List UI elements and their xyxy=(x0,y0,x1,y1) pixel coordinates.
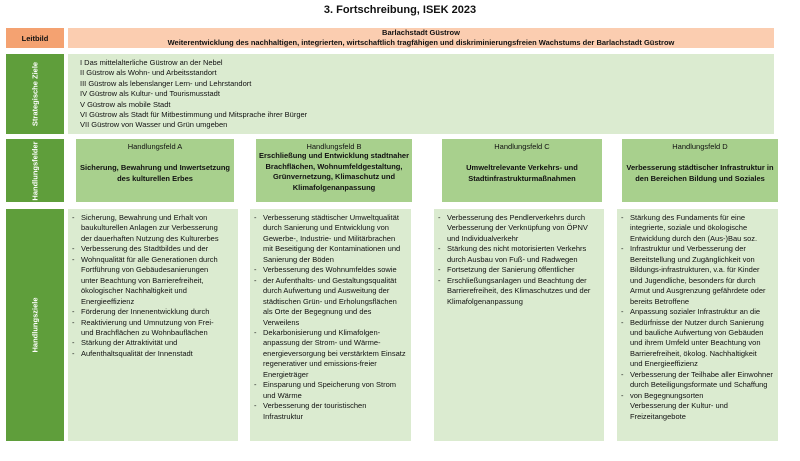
handlungsziel-line xyxy=(254,276,407,286)
bullet-marker: - xyxy=(254,380,257,390)
bullet-marker: - xyxy=(72,338,75,348)
bullet-marker: - xyxy=(438,275,441,285)
bullet-marker: - xyxy=(438,244,441,254)
handlungsziel-text: der dauerhaften Nutzung des Kulturerbes xyxy=(81,233,219,243)
handlungsziel-text: Barrierefreiheit, des Klimaschutzes und der xyxy=(447,286,591,296)
handlungsziel-text: Verbesserung des Stadtbildes und der xyxy=(81,244,209,254)
handlungsfeld-d xyxy=(622,139,778,202)
bullet-marker xyxy=(438,234,447,244)
handlungsziel-line xyxy=(621,359,774,369)
handlungsziel-text: Bedürfnisse der Nutzer durch Sanierung xyxy=(630,317,764,327)
bullet-marker: - xyxy=(621,369,624,379)
handlungsziel-line xyxy=(254,412,407,422)
handlungsziele-col-a xyxy=(68,209,238,441)
leitbild-label: Leitbild xyxy=(6,28,64,48)
handlungsziel-text: durch Sanierung und Entwicklung von xyxy=(263,223,389,233)
handlungsziel-line xyxy=(254,244,407,254)
handlungsziel-line xyxy=(72,244,234,254)
handlungsziel-line xyxy=(438,276,600,286)
handlungsziel-line xyxy=(254,370,407,380)
bullet-marker xyxy=(72,328,81,338)
handlungsziel-text: Infrastruktur und Verbesserung der xyxy=(630,244,746,254)
bullet-marker xyxy=(72,286,81,296)
handlungsziel-text: durch Aufwertung und Ausweitung der xyxy=(263,286,390,296)
handlungsziel-text: mit Beseitigung der Kontaminationen und xyxy=(263,244,401,254)
leitbild-box xyxy=(68,28,774,48)
handlungsfelder-label: Handlungsfelder xyxy=(6,139,64,202)
handlungsziel-text: Infrastruktur xyxy=(263,411,304,421)
bullet-marker xyxy=(621,359,630,369)
ziel-item: IV Güstrow als Kultur- und Tourismusstadt xyxy=(80,89,220,99)
handlungsfeld-line: Stadtinfrastrukturmaßnahmen xyxy=(468,173,576,183)
handlungsziel-line xyxy=(254,359,407,369)
bullet-marker: - xyxy=(254,327,257,337)
handlungsziel-line xyxy=(72,213,234,223)
bullet-marker: - xyxy=(254,275,257,285)
bullet-marker: - xyxy=(438,213,441,222)
bullet-marker xyxy=(621,380,630,390)
handlungsziel-line xyxy=(621,223,774,233)
bullet-marker xyxy=(254,297,263,307)
bullet-marker: - xyxy=(621,307,624,317)
handlungsziel-line xyxy=(254,338,407,348)
bullet-marker xyxy=(621,255,630,265)
handlungsziel-text: integrierte, soziale und ökologische xyxy=(630,223,748,233)
handlungsziel-line xyxy=(621,391,774,401)
bullet-marker xyxy=(254,234,263,244)
handlungsziele-col-d xyxy=(617,209,778,441)
handlungsziel-text: Verbesserung des Wohnumfeldes sowie xyxy=(263,265,397,275)
handlungsziel-line xyxy=(72,276,234,286)
handlungsfeld-line: Sicherung, Bewahrung und Inwertsetzung xyxy=(79,163,230,172)
bullet-marker: - xyxy=(621,213,624,222)
bullet-marker xyxy=(621,297,630,307)
handlungsfeld-title: Handlungsfeld D xyxy=(672,142,728,151)
handlungsziel-line xyxy=(72,318,234,328)
handlungsziel-line xyxy=(254,391,407,401)
bullet-marker: - xyxy=(72,254,75,264)
handlungsziel-line xyxy=(72,328,234,338)
handlungsziel-text: Reaktivierung und Umnutzung von Frei- xyxy=(81,317,214,327)
handlungsziel-text: Verbesserung der touristischen xyxy=(263,401,367,411)
bullet-marker: - xyxy=(254,401,257,411)
handlungsziel-text: Wohnqualität für alle Generationen durch xyxy=(81,254,218,264)
handlungsziel-text: durch Beteiligungsformate und Schaffung xyxy=(630,380,768,390)
ziel-item: I Das mittelalterliche Güstrow an der Nebel xyxy=(80,58,223,67)
handlungsfeld-c xyxy=(442,139,602,202)
handlungsfeld-title: Handlungsfeld C xyxy=(494,142,550,151)
handlungsziel-line xyxy=(438,234,600,244)
handlungsziel-text: Anpassung sozialer Infrastruktur an die xyxy=(630,307,761,317)
handlungsziel-line xyxy=(621,380,774,390)
handlungsziel-text: Stärkung des Fundaments für eine xyxy=(630,213,746,222)
bullet-marker: - xyxy=(72,213,75,222)
handlungsziel-text: von Begegnungsorten xyxy=(630,390,704,400)
bullet-marker xyxy=(254,338,263,348)
handlungsziel-text: Energieeffizienz xyxy=(81,296,135,306)
handlungsziel-line xyxy=(438,213,600,223)
handlungsziel-text: regenerativer und emissions-freier xyxy=(263,359,377,369)
handlungsziel-text: Verbesserung des Pendlerverkehrs durch xyxy=(447,213,585,222)
bullet-marker xyxy=(621,328,630,338)
handlungsziel-line xyxy=(438,265,600,275)
handlungsziel-text: Fortsetzung der Sanierung öffentlicher xyxy=(447,265,575,275)
handlungsziel-line xyxy=(621,255,774,265)
handlungsziel-text: Entwicklung durch den (Aus-)Bau soz. xyxy=(630,233,758,243)
handlungsziel-line xyxy=(72,349,234,359)
handlungsfeld-title: Handlungsfeld B xyxy=(306,142,362,151)
bullet-marker: - xyxy=(72,244,75,254)
bullet-marker: - xyxy=(254,213,257,222)
bullet-marker: - xyxy=(621,244,624,254)
ziel-item: VII Güstrow von Wasser und Grün umgeben xyxy=(80,120,228,130)
handlungsziel-line xyxy=(621,234,774,244)
handlungsziel-text: ökologischer Nachhaltigkeit und xyxy=(81,286,187,296)
bullet-marker xyxy=(254,349,263,359)
bullet-marker: - xyxy=(254,265,257,275)
handlungsfeld-title: Handlungsfeld A xyxy=(127,142,183,151)
handlungsziel-text: Verweilens xyxy=(263,317,300,327)
bullet-marker: - xyxy=(621,390,624,400)
handlungsziel-line xyxy=(621,307,774,317)
handlungsziel-line xyxy=(254,213,407,223)
ziel-item: II Güstrow als Wohn- und Arbeitsstandort xyxy=(80,68,217,78)
handlungsziel-text: Verbesserung der Kultur- und xyxy=(630,401,728,411)
bullet-marker xyxy=(621,234,630,244)
handlungsziel-line xyxy=(254,297,407,307)
bullet-marker: - xyxy=(438,265,441,275)
handlungsziel-line xyxy=(254,380,407,390)
handlungsfeld-line: den Bereichen Bildung und Soziales xyxy=(635,173,765,183)
bullet-marker: - xyxy=(621,317,624,327)
handlungsziel-text: und bauliche Aufwertung von Gebäuden xyxy=(630,327,764,337)
handlungsziel-text: Armut und Ausgrenzung gefährdete oder xyxy=(630,286,766,296)
bullet-marker xyxy=(621,401,630,411)
leitbild-line-2: Weiterentwicklung des nachhaltigen, integrierten, wirtschaftlich tragfähigen und diskriminierungsfreien Wachstums der Barlachstadt Güstrow xyxy=(167,38,675,47)
handlungsziel-line xyxy=(621,213,774,223)
bullet-marker xyxy=(254,359,263,369)
bullet-marker xyxy=(254,370,263,380)
handlungsziel-line xyxy=(254,349,407,359)
handlungsziel-text: Energieträger xyxy=(263,369,309,379)
handlungsziel-line xyxy=(438,244,600,254)
handlungsziel-line xyxy=(72,297,234,307)
bullet-marker xyxy=(254,412,263,422)
handlungsziel-text: Gewerbe-, Industrie- und Militärbrachen xyxy=(263,233,396,243)
handlungsziel-line xyxy=(254,307,407,317)
handlungsziel-text: Fortführung von Gebäudesanierungen xyxy=(81,265,209,275)
handlungsziel-text: durch Ausbau von Fuß- und Radwegen xyxy=(447,254,578,264)
handlungsziel-line xyxy=(254,328,407,338)
handlungsziel-line xyxy=(621,286,774,296)
handlungsziel-text: anpassung der Strom- und Wärme- xyxy=(263,338,381,348)
handlungsziel-line xyxy=(72,223,234,233)
handlungsziel-line xyxy=(254,401,407,411)
handlungsziel-text: Bereitstellung und Zugänglichkeit von xyxy=(630,254,755,264)
bullet-marker xyxy=(72,223,81,233)
handlungsziel-line xyxy=(72,338,234,348)
bullet-marker xyxy=(438,223,447,233)
handlungsfeld-line: des kulturellen Erbes xyxy=(117,173,193,183)
handlungsziel-line xyxy=(254,318,407,328)
handlungsziel-line xyxy=(438,255,600,265)
bullet-marker: - xyxy=(72,307,75,317)
bullet-marker xyxy=(254,318,263,328)
handlungsziel-text: Stärkung des nicht motorisierten Verkehrs xyxy=(447,244,587,254)
bullet-marker xyxy=(254,286,263,296)
handlungsfeld-line: Klimafolgenanpassung xyxy=(292,182,376,192)
handlungsziel-text: energieversorgung bei verstärktem Einsatz xyxy=(263,348,406,358)
handlungsfeld-a xyxy=(76,139,234,202)
handlungsziel-line xyxy=(621,349,774,359)
handlungsziel-line xyxy=(621,338,774,348)
handlungsziel-line xyxy=(621,328,774,338)
strategische-ziele-box xyxy=(68,54,774,134)
bullet-marker xyxy=(621,286,630,296)
handlungsfeld-line: Umweltrelevante Verkehrs- und xyxy=(466,163,578,172)
bullet-marker xyxy=(254,307,263,317)
handlungsziel-line xyxy=(72,234,234,244)
handlungsziel-line xyxy=(438,286,600,296)
handlungsziel-text: Dekarbonisierung und Klimafolgen- xyxy=(263,327,381,337)
bullet-marker: - xyxy=(72,317,75,327)
bullet-marker xyxy=(72,234,81,244)
leitbild-line-1: Barlachstadt Güstrow xyxy=(382,28,460,37)
handlungsziel-text: Sicherung, Bewahrung und Erhalt von xyxy=(81,213,208,222)
bullet-marker xyxy=(621,412,630,422)
bullet-marker: - xyxy=(72,348,75,358)
handlungsziel-text: und ihrem Umfeld unter Beachtung von xyxy=(630,338,761,348)
handlungsfeld-line: Verbesserung städtischer Infrastruktur in xyxy=(626,163,774,172)
bullet-marker xyxy=(72,276,81,286)
handlungsziel-line xyxy=(621,265,774,275)
handlungsziel-line xyxy=(254,223,407,233)
handlungsziel-text: Klimafolgenanpassung xyxy=(447,296,523,306)
handlungsziel-line xyxy=(621,244,774,254)
handlungsziel-text: Einsparung und Speicherung von Strom xyxy=(263,380,397,390)
bullet-marker xyxy=(438,255,447,265)
bullet-marker xyxy=(254,255,263,265)
handlungsziel-text: Förderung der Innenentwicklung durch xyxy=(81,307,210,317)
bullet-marker xyxy=(621,338,630,348)
handlungsziel-text: Stärkung der Attraktivität und xyxy=(81,338,178,348)
handlungsziele-col-c xyxy=(434,209,604,441)
bullet-marker xyxy=(621,223,630,233)
bullet-marker xyxy=(621,265,630,275)
handlungsziel-line xyxy=(621,401,774,411)
handlungsziel-text: und Wärme xyxy=(263,390,302,400)
handlungsziel-text: der Aufenthalts- und Gestaltungsqualität xyxy=(263,275,397,285)
handlungsziel-line xyxy=(438,297,600,307)
handlungsziel-line xyxy=(72,307,234,317)
ziel-item: III Güstrow als lebenslanger Lern- und Lehrstandort xyxy=(80,78,252,88)
handlungsziel-line xyxy=(621,297,774,307)
handlungsziel-text: als Orte der Begegnung und des xyxy=(263,307,372,317)
handlungsziel-text: und Jugendliche, besonders für durch xyxy=(630,275,756,285)
handlungsziel-line xyxy=(621,370,774,380)
bullet-marker xyxy=(438,297,447,307)
handlungsziel-line xyxy=(254,265,407,275)
handlungsziel-line xyxy=(438,223,600,233)
handlungsziel-text: Verbesserung der Verknüpfung von ÖPNV xyxy=(447,223,588,233)
handlungsziel-line xyxy=(72,265,234,275)
bullet-marker xyxy=(72,297,81,307)
handlungsziel-line xyxy=(621,276,774,286)
page-title: 3. Fortschreibung, ISEK 2023 xyxy=(323,4,477,16)
bullet-marker xyxy=(254,223,263,233)
handlungsziel-text: Verbesserung städtischer Umweltqualität xyxy=(263,213,399,222)
handlungsziel-text: und Energieeffizienz xyxy=(630,359,698,369)
bullet-marker xyxy=(72,265,81,275)
bullet-marker xyxy=(254,244,263,254)
handlungsfeld-line: Brachflächen, Wohnumfeldgestaltung, xyxy=(265,161,403,171)
bullet-marker xyxy=(621,349,630,359)
handlungsziel-line xyxy=(621,412,774,422)
handlungsziel-text: Erschließungsanlagen und Beachtung der xyxy=(447,275,587,285)
handlungsziel-line xyxy=(254,234,407,244)
bullet-marker xyxy=(621,276,630,286)
handlungsziel-text: baukulturellen Anlagen zur Verbesserung xyxy=(81,223,218,233)
handlungsfeld-b xyxy=(256,139,412,202)
handlungsziele-label: Handlungsziele xyxy=(6,209,64,441)
handlungsfeld-line: Erschließung und Entwicklung stadtnaher xyxy=(258,151,409,160)
handlungsziel-text: Aufenthaltsqualität der Innenstadt xyxy=(81,348,193,358)
handlungsziel-line xyxy=(72,255,234,265)
handlungsfeld-line: Grünvernetzung, Klimaschutz und xyxy=(272,172,396,181)
handlungsziel-line xyxy=(72,286,234,296)
handlungsziel-line xyxy=(621,318,774,328)
ziel-item: V Güstrow als mobile Stadt xyxy=(80,99,171,109)
handlungsziel-text: Sanierung der Böden xyxy=(263,254,334,264)
ziel-item: VI Güstrow als Stadt für Mitbestimmung und Mitsprache ihrer Bürger xyxy=(80,110,308,120)
handlungsziel-text: unter Beachtung von Barrierefreiheit, xyxy=(81,275,204,285)
handlungsziel-text: und Individualverkehr xyxy=(447,233,519,243)
handlungsziel-text: Freizeitangebote xyxy=(630,411,686,421)
handlungsziel-text: und Brachflächen zu Wohnbauflächen xyxy=(81,327,208,337)
bullet-marker xyxy=(254,391,263,401)
handlungsziel-line xyxy=(254,286,407,296)
handlungsziel-text: städtischen Grün- und Erholungsflächen xyxy=(263,296,397,306)
handlungsziel-text: bereits Betroffene xyxy=(630,296,690,306)
handlungsziel-line xyxy=(254,255,407,265)
bullet-marker xyxy=(438,286,447,296)
strategische-ziele-label: Strategische Ziele xyxy=(6,54,64,134)
handlungsziel-text: Barrierefreiheit, ökolog. Nachhaltigkeit xyxy=(630,348,757,358)
handlungsziel-text: Bildungs-infrastrukturen, v.a. für Kinder xyxy=(630,265,760,275)
handlungsziele-col-b xyxy=(250,209,411,441)
handlungsziel-text: Verbesserung der Teilhabe aller Einwohner xyxy=(630,369,773,379)
